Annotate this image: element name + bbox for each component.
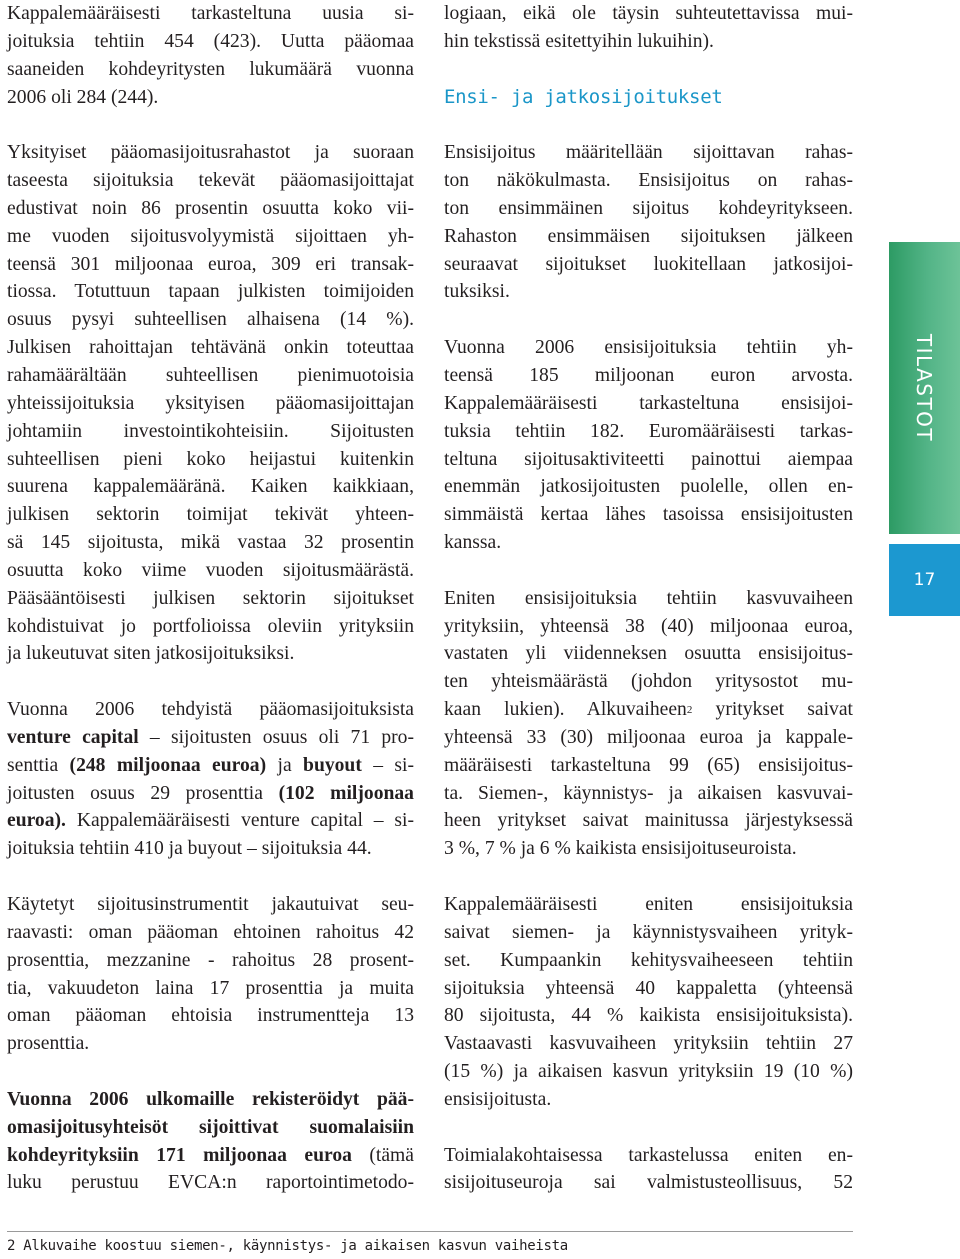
bold-term: buyout [303,754,362,776]
text-line: ton näkökulmasta. Ensisijoitus on rahas- [444,170,853,192]
text-line: ten yhteismäärästä (johdon yritysostot mu- [444,671,853,693]
text-line: yhteissijoituksia yksityisen pääomasijoittajan [7,392,414,414]
text-line: Yksityiset pääomasijoitusrahastot ja suoraan [7,142,414,164]
text-line: Pääsääntöisesti julkisen sektorin sijoitukset [7,587,414,609]
paragraph [7,696,414,863]
text-span: senttia [7,754,70,776]
text-line: määräisesti tarkasteltuna 99 (65) ensisijoitus- [444,754,853,776]
text-line [7,807,414,835]
paragraph [444,891,853,1114]
text-span: – sijoitusten osuus oli 71 pro- [138,726,414,748]
text-line: edustivat noin 86 prosentin osuutta koko vii- [7,197,414,219]
text-line: ton ensimmäinen sijoitus kohdeyritykseen. [444,197,853,219]
text-line [444,696,853,724]
text-line: kohdistuivat jo portfolioissa oleviin yrityksiin [7,615,414,637]
paragraph [7,0,414,111]
footnote-marker: 2 [686,704,693,717]
text-line: julkisen sektorin toimijat tekivät yhteen- [7,504,414,526]
text-line: 2006 oli 284 (244). [7,86,159,108]
text-line: johtamiin investointikohteisiin. Sijoitusten [7,420,414,442]
text-line: kanssa. [444,532,502,554]
paragraph [444,585,853,863]
text-line: teltuna sijoitusaktiviteetti painottui aiempaa [444,448,853,470]
text-line: tia, vakuudeton laina 17 prosenttia ja muita [7,977,414,999]
text-line: luku perustuu EVCA:n raportointimetodo- [7,1172,414,1194]
text-line: taseesta sijoituksia tekevät pääomasijoittajat [7,170,414,192]
text-line: Toimialakohtaisessa tarkastelussa eniten en- [444,1144,853,1166]
paragraph [444,334,853,557]
text-line: Rahaston ensimmäisen sijoituksen jälkeen [444,225,853,247]
text-line: rahamäärältään suhteellisen pienimuotoisia [7,364,414,386]
text-line: vastaten yli viidenneksen osuutta ensisijoitus- [444,643,853,665]
text-line: saaneiden kohdeyritysten lukumäärä vuonna [7,58,414,80]
text-span: kaan lukien). Alkuvaiheen [444,699,687,721]
text-span: Kappalemääräisesti venture capital – si- [65,810,414,832]
text-line: 3 %, 7 % ja 6 % kaikista ensisijoituseuroista. [444,838,797,860]
text-line: ja lukeutuvat siten jatkosijoituksiksi. [7,643,295,665]
text-line: hin tekstissä esitettyihin lukuihin). [444,30,714,52]
footnote: 2 Alkuvaihe koostuu siemen-, käynnistys- ja aikaisen kasvun vaiheista [7,1238,568,1254]
text-line: osuutta koko viime vuoden sijoitusmäärästä. [7,559,414,581]
text-line: yhteensä 33 (30) miljoonaa euroa ja kappale- [444,726,853,748]
text-line [7,780,414,808]
text-line: oman pääoman ehtoisia instrumentteja 13 [7,1005,414,1027]
paragraph [7,139,414,668]
text-line: joituksia tehtiin 454 (423). Uutta pääomaa [7,30,414,52]
bold-term: (102 miljoonaa [278,782,414,804]
text-line: ta. Siemen-, käynnistys- ja aikaisen kasvuvai- [444,782,853,804]
text-line: 80 sijoitusta, 44 % kaikista ensisijoituksista). [444,1005,853,1027]
footnote-divider [7,1231,853,1232]
text-line: heen yritykset saivat mainitussa järjestyksessä [444,810,853,832]
text-line: Julkisen rahoittajan tehtävänä onkin toteuttaa [7,337,414,359]
text-span: ja [266,754,304,776]
text-line: suhteellisen pieni koko heijastui kuitenkin [7,448,414,470]
text-span: (tämä [351,1144,414,1166]
text-line: tuksiksi. [444,281,510,303]
text-line: (15 %) ja aikaisen kasvun yrityksiin 19 (10 %) [444,1061,853,1083]
text-line: ensisijoitusta. [444,1088,552,1110]
bold-term: omasijoitusyhteisöt sijoittivat suomalaisiin [7,1116,414,1138]
text-line: enemmän jatkosijoitusten puolelle, ollen en- [444,476,853,498]
bold-term: Vuonna 2006 ulkomaille rekisteröidyt pää- [7,1088,414,1110]
bold-term: kohdeyrityksiin 171 miljoonaa euroa [7,1144,352,1166]
text-line: Vastaavasti kasvuvaiheen yrityksiin tehtiin 27 [444,1033,853,1055]
text-line: teensä 185 miljoonan euron arvosta. [444,364,853,386]
bold-term: (248 miljoonaa euroa) [69,754,267,776]
text-span: yritykset saivat [692,699,853,721]
text-line [7,1086,414,1114]
bold-term: venture capital [7,726,139,748]
text-line: suurena kappalemääränä. Kaiken kaikkiaan, [7,476,414,498]
text-line: tiossa. Totuttuun tapaan julkisten toimijoiden [7,281,414,303]
text-line [7,1142,414,1170]
text-line: sisijoituseuroja sai valmistusteollisuus, 52 [444,1172,853,1194]
paragraph [7,891,414,1058]
text-line: set. Kumpaankin kehitysvaiheeseen tehtiin [444,949,853,971]
text-line: teensä 301 miljoonaa euroa, 309 eri transak- [7,253,414,275]
text-line: me vuoden sijoitusvolyymistä sijoittaen yh- [7,225,414,247]
text-line: Vuonna 2006 ensisijoituksia tehtiin yh- [444,337,853,359]
text-line: tuksia tehtiin 182. Euromääräisesti tarkas- [444,420,853,442]
text-line: sijoituksia yhteensä 40 kappaletta (yhteensä [444,977,853,999]
text-line: joituksia tehtiin 410 ja buyout – sijoituksia 44. [7,838,372,860]
text-line: osuus pysyi suhteellisen alhaisena (14 %). [7,309,414,331]
text-span: joitusten osuus 29 prosenttia [7,782,279,804]
paragraph [444,0,853,56]
text-line: saivat siemen- ja käynnistysvaiheen yrityk- [444,921,853,943]
text-line: Vuonna 2006 tehdyistä pääomasijoituksista [7,699,414,721]
paragraph [444,139,853,306]
left-column [7,0,414,1197]
section-tab-label: TILASTOT [912,333,936,443]
text-line: raavasti: oman pääoman ehtoinen rahoitus 42 [7,921,414,943]
bold-term: euroa). [7,810,66,832]
text-line: seuraavat sijoitukset luokitellaan jatkosijoi- [444,253,853,275]
page-number: 17 [889,544,960,616]
text-line: Eniten ensisijoituksia tehtiin kasvuvaiheen [444,587,853,609]
paragraph [444,1142,853,1198]
text-line: sä 145 sijoitusta, mikä vastaa 32 prosentin [7,532,414,554]
text-line [7,1114,414,1142]
text-line: Kappalemääräisesti tarkasteltuna ensisijoi- [444,392,853,414]
paragraph [7,1086,414,1197]
text-line: simmäistä kertaa lähes tasoissa ensisijoitusten [444,504,853,526]
text-line: prosenttia, mezzanine - rahoitus 28 prosent- [7,949,414,971]
text-line: yrityksiin, yhteensä 38 (40) miljoonaa euroa, [444,615,853,637]
text-line: Ensisijoitus määritellään sijoittavan rahas- [444,142,853,164]
text-line: logiaan, eikä ole täysin suhteutettavissa mui- [444,3,853,24]
text-line [7,752,414,780]
text-line: Kappalemääräisesti eniten ensisijoituksia [444,894,853,915]
text-line [7,724,414,752]
section-heading: Ensi- ja jatkosijoitukset [444,85,723,108]
text-line: prosenttia. [7,1033,90,1055]
text-line: Käytetyt sijoitusinstrumentit jakautuivat seu- [7,894,414,915]
text-line: Kappalemääräisesti tarkasteltuna uusia si- [7,3,414,24]
right-column [444,0,853,1197]
text-span: – si- [361,754,415,776]
